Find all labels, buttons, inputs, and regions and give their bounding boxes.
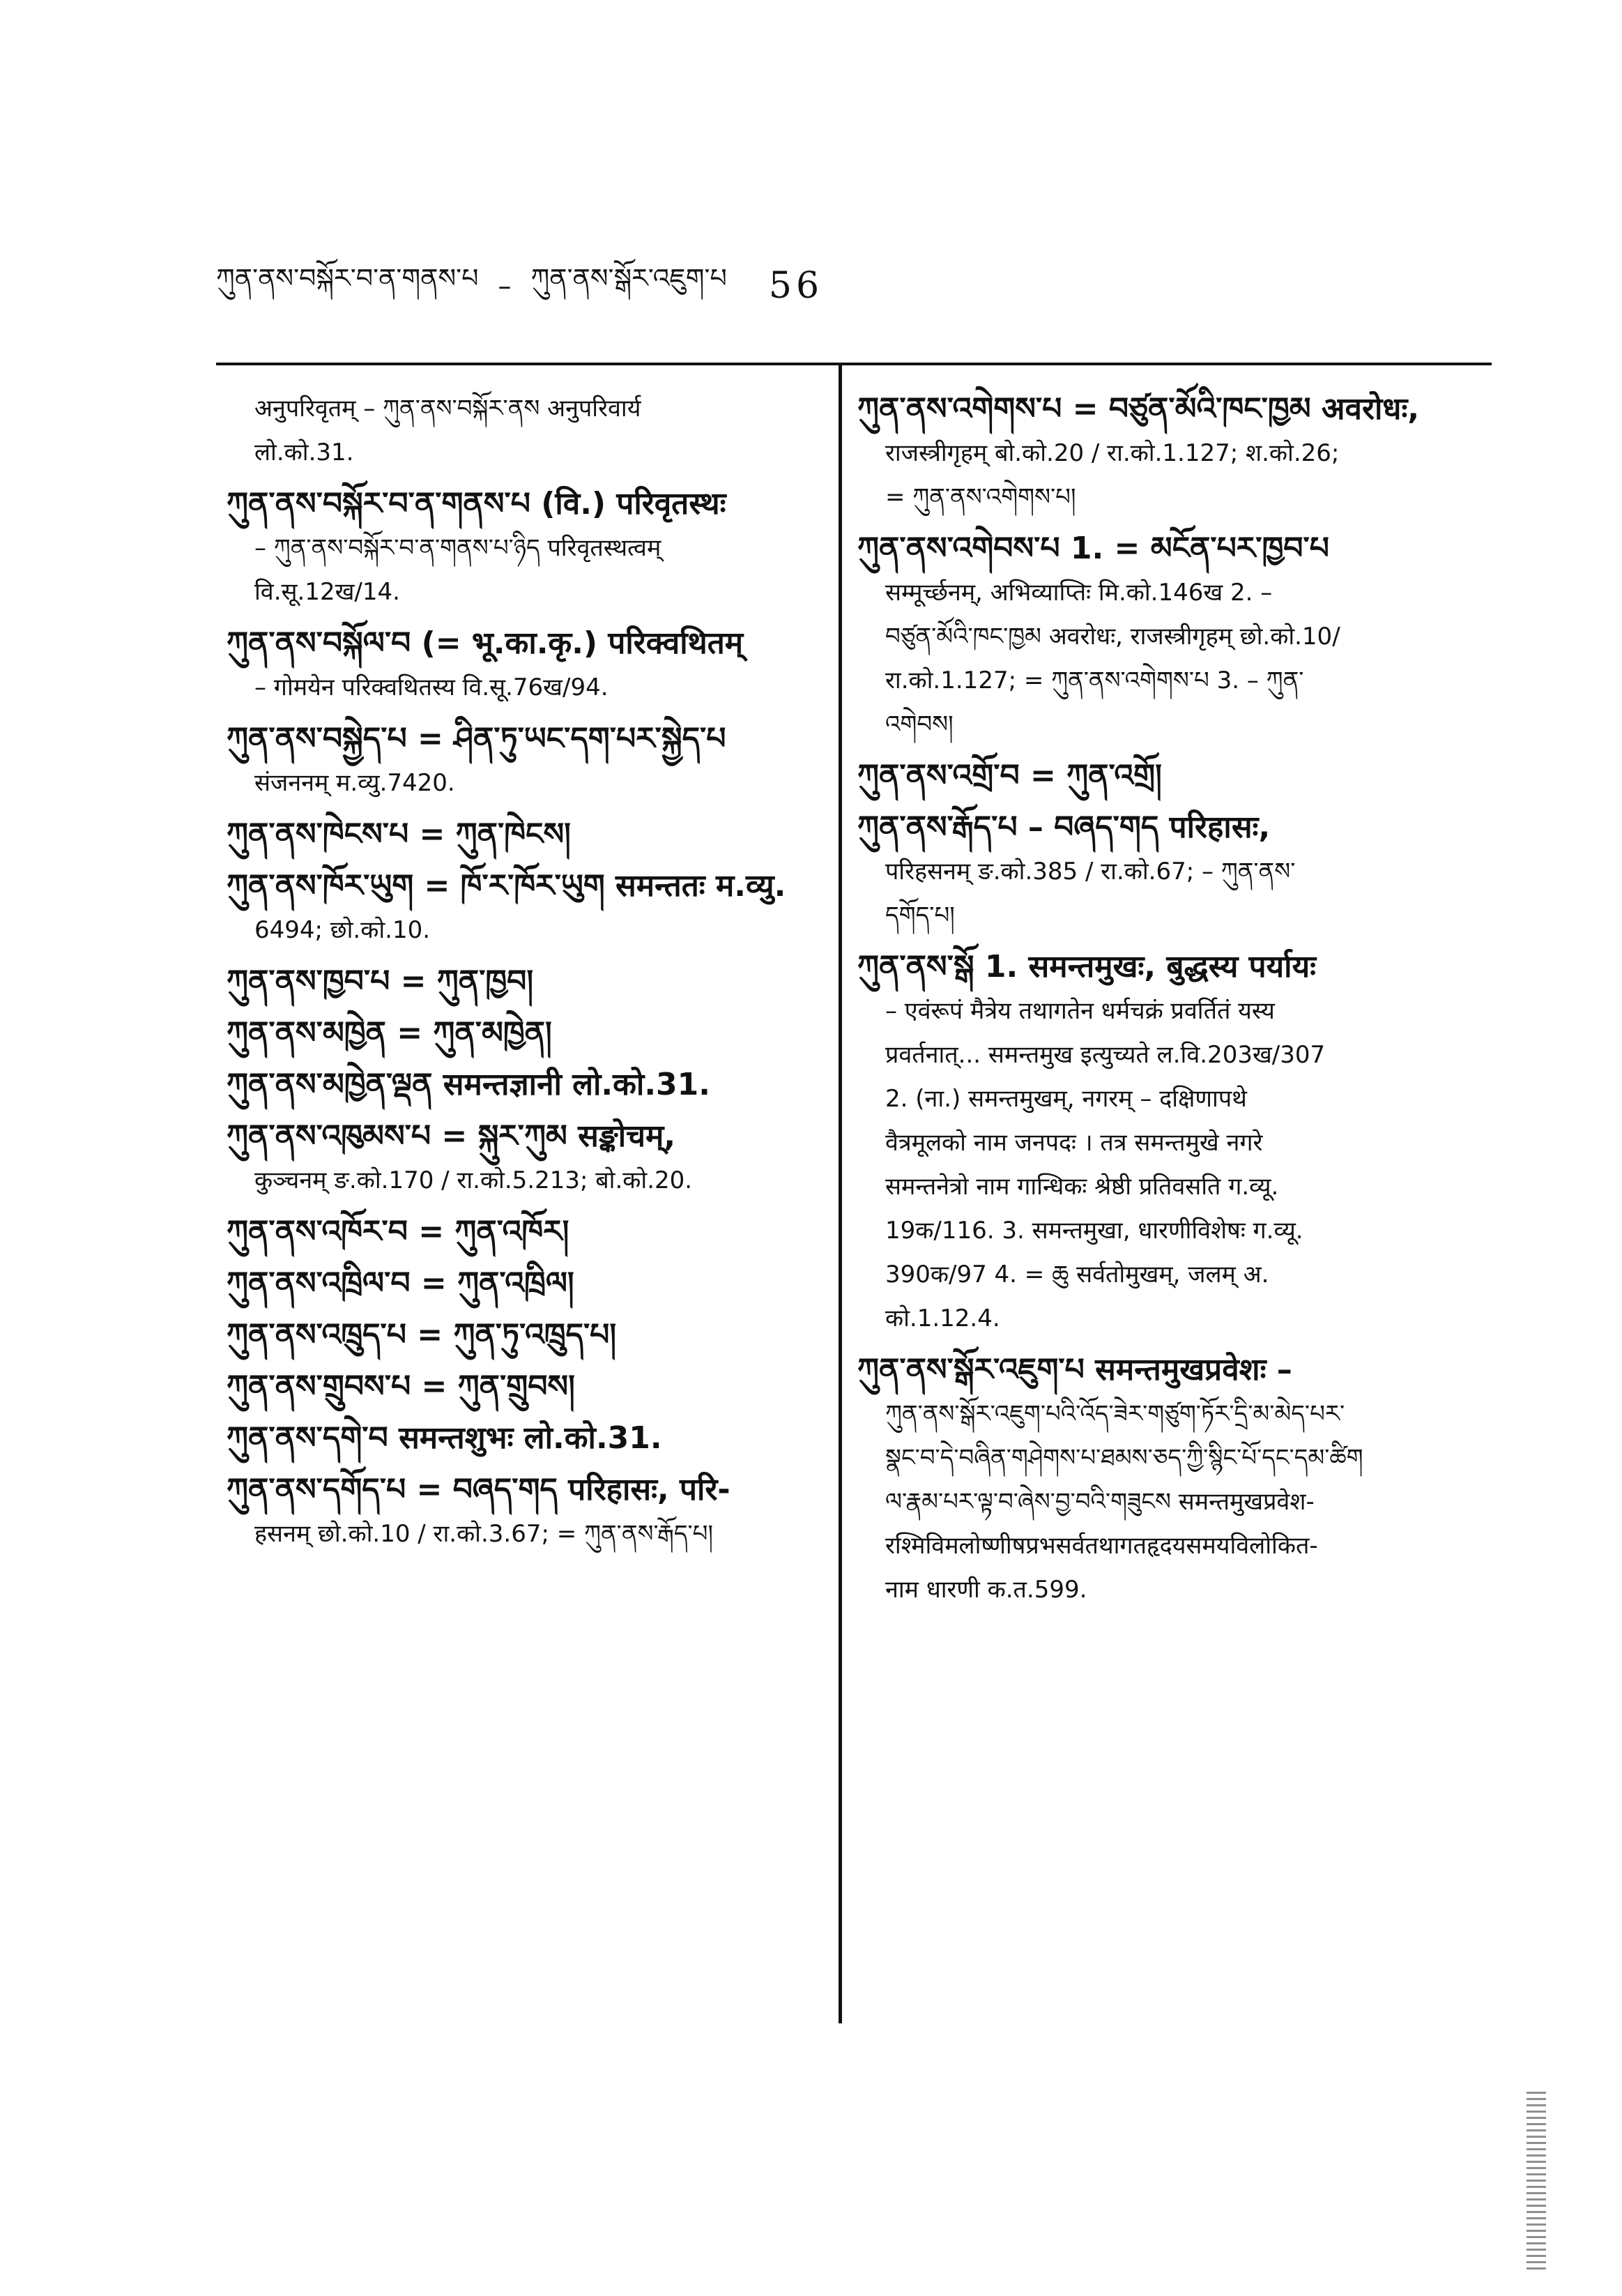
entry-body-line: कुञ्चनम् ङ.को.170 / रा.को.5.213; बो.को.20.: [254, 1166, 693, 1194]
entry-headword-line: ཀུན་ནས་འཁྲུད་པ = ཀུན་ཏུ་འཁྲུད་པ།: [227, 1317, 617, 1353]
entry-headword-line: ཀུན་ནས་མཁྱེན = ཀུན་མཁྱེན།: [227, 1015, 552, 1051]
entry-body-line: 2. (ना.) समन्तमुखम्, नगरम् – दक्षिणापथे: [885, 1085, 1247, 1113]
entry-body-line: प्रवर्तनात्... समन्तमुख इत्युच्यते ल.वि.203ख/307: [885, 1041, 1326, 1069]
page-number: 56: [768, 265, 824, 307]
entry-headword-line: ཀུན་ནས་ཁྱབ་པ = ཀུན་ཁྱབ།: [227, 964, 534, 999]
header-rule: [216, 363, 1492, 365]
entry-body-line: राजस्त्रीगृहम् बो.को.20 / रा.को.1.127; श.को.26;: [885, 439, 1340, 467]
entry-body-line: དགོད་པ།: [885, 902, 955, 929]
entry-body-line: अनुपरिवृतम् – ཀུན་ནས་བསྐོར་ནས अनुपरिवार्य: [254, 395, 641, 423]
entry-body-line: ལ་རྣམ་པར་ལྟ་བ་ཞེས་བྱ་བའི་གཟུངས समन्तमुखप्रवेश-: [885, 1488, 1315, 1516]
entry-body-line: परिहसनम् ङ.को.385 / रा.को.67; – ཀུན་ནས་: [885, 858, 1296, 885]
entry-body-line: འགེབས།: [885, 710, 954, 738]
entry-headword-line: ཀུན་ནས་འགེགས་པ = བཙུན་མོའི་ཁང་ཁྱམ अवरोधः,: [857, 391, 1420, 427]
entry-headword-line: ཀུན་ནས་དགོད་པ = བཞད་གད परिहासः, परि-: [227, 1472, 730, 1507]
entry-headword-line: ཀུན་ནས་དགེ་བ समन्तशुभः लो.को.31.: [227, 1420, 662, 1456]
entry-body-line: लो.को.31.: [254, 439, 354, 466]
entry-body-line: सम्मूर्च्छनम्, अभिव्याप्तिः मि.को.146ख 2. –: [885, 579, 1273, 607]
column-divider: [839, 364, 842, 2023]
entry-headword-line: ཀུན་ནས་ཁེངས་པ = ཀུན་ཁེངས།: [227, 816, 571, 852]
scan-edge-artifact: [1527, 2092, 1546, 2273]
entry-body-line: को.1.12.4.: [885, 1305, 1000, 1332]
entry-body-line: – ཀུན་ནས་བསྐོར་བ་ན་གནས་པ་ཉིད परिवृतस्थत्वम्: [254, 534, 661, 562]
header-left-term: ཀུན་ནས་བསྐོར་བ་ན་གནས་པ: [216, 262, 479, 294]
header-right-term: ཀུན་ནས་སྒོར་འཇུག་པ: [530, 262, 727, 294]
entry-body-line: 390क/97 4. = ཆུ सर्वतोमुखम्, जलम् अ.: [885, 1261, 1269, 1288]
entry-body-line: वैत्रमूलको नाम जनपदः । तत्र समन्तमुखे नगरे: [885, 1129, 1263, 1157]
entry-headword-line: ཀུན་ནས་སྒོར་འཇུག་པ समन्तमुखप्रवेशः –: [857, 1352, 1292, 1388]
entry-body-line: སྣང་བ་དེ་བཞིན་གཤེགས་པ་ཐམས་ཅད་ཀྱི་སྙིང་པོ་དང་དམ་ཚིག: [885, 1444, 1363, 1472]
entry-headword-line: ཀུན་ནས་འཁོར་བ = ཀུན་འཁོར།: [227, 1214, 569, 1249]
entry-body-line: བཙུན་མོའི་ཁང་ཁྱམ अवरोधः, राजस्त्रीगृहम् छो.को.10/: [885, 623, 1340, 651]
entry-headword-line: ཀུན་ནས་མཁྱེན་ལྡན समन्तज्ञानी लो.को.31.: [227, 1067, 710, 1102]
entry-headword-line: ཀུན་ནས་སྒོ 1. समन्तमुखः, बुद्धस्य पर्यायः: [857, 949, 1316, 984]
entry-body-line: रा.को.1.127; = ཀུན་ནས་འགེགས་པ 3. – ཀུན་: [885, 667, 1304, 694]
entry-body-line: ཀུན་ནས་སྒོར་འཇུག་པའི་འོད་ཟེར་གཙུག་ཏོར་དྲི་མ་མེད་པར་: [885, 1400, 1345, 1428]
entry-headword-line: ཀུན་ནས་གྲུབས་པ = ཀུན་གྲུབས།: [227, 1369, 575, 1404]
entry-headword-line: ཀུན་ནས་བསྐྱེད་པ = ཤིན་ཏུ་ཡང་དག་པར་སྐྱེད་པ: [227, 721, 726, 757]
entry-headword-line: ཀུན་ནས་འཁྲིལ་བ = ཀུན་འཁྲིལ།: [227, 1265, 574, 1301]
entry-headword-line: ཀུན་ནས་འཁུམས་པ = སྐུར་ཀུམ सङ्कोचम्,: [227, 1118, 676, 1154]
entry-body-line: – एवंरूपं मैत्रेय तथागतेन धर्मचक्रं प्रवर्तितं यस्य: [885, 997, 1275, 1025]
entry-headword-line: ཀུན་ནས་འགྲོ་བ = ཀུན་འགྲོ།: [857, 758, 1162, 793]
entry-body-line: हसनम् छो.को.10 / रा.को.3.67; = ཀུན་ནས་རྒོད་པ།: [254, 1520, 713, 1548]
right-column: [857, 387, 1485, 1612]
entry-body-line: वि.सू.12ख/14.: [254, 578, 400, 606]
entry-body-line: संजननम् म.व्यु.7420.: [254, 769, 455, 797]
entry-body-line: समन्तनेत्रो नाम गान्धिकः श्रेष्ठी प्रतिवसति ग.व्यू.: [885, 1173, 1279, 1201]
entry-body-line: – गोमयेन परिक्वथितस्य वि.सू.76ख/94.: [254, 674, 609, 701]
running-header: [216, 258, 1192, 314]
entry-headword-line: ཀུན་ནས་འགེབས་པ 1. = མངོན་པར་ཁྱབ་པ: [857, 531, 1329, 566]
entry-body-line: 19क/116. 3. समन्तमुखा, धारणीविशेषः ग.व्यू.: [885, 1217, 1303, 1245]
entry-headword-line: ཀུན་ནས་བསྐོར་བ་ན་གནས་པ (वि.) परिवृतस्थः: [227, 486, 726, 522]
entry-body-line: 6494; छो.को.10.: [254, 916, 431, 944]
header-dash: –: [498, 271, 512, 301]
entry-body-line: रश्मिविमलोष्णीषप्रभसर्वतथागतहृदयसमयविलोकित-: [885, 1532, 1318, 1560]
left-column: [227, 387, 826, 1556]
entry-body-line: = ཀུན་ནས་འགེགས་པ།: [885, 483, 1076, 511]
entry-headword-line: ཀུན་ནས་རྒོད་པ – བཞད་གད परिहासः,: [857, 809, 1271, 845]
entry-headword-line: ཀུན་ནས་བསྐོལ་བ (= भू.का.कृ.) परिक्वथितम्: [227, 625, 744, 661]
entry-body-line: नाम धारणी क.त.599.: [885, 1576, 1087, 1604]
entry-headword-line: ཀུན་ནས་ཁོར་ཡུག = ཁོ་ར་ཁོར་ཡུག समन्ततः म.व्यु.: [227, 868, 786, 904]
